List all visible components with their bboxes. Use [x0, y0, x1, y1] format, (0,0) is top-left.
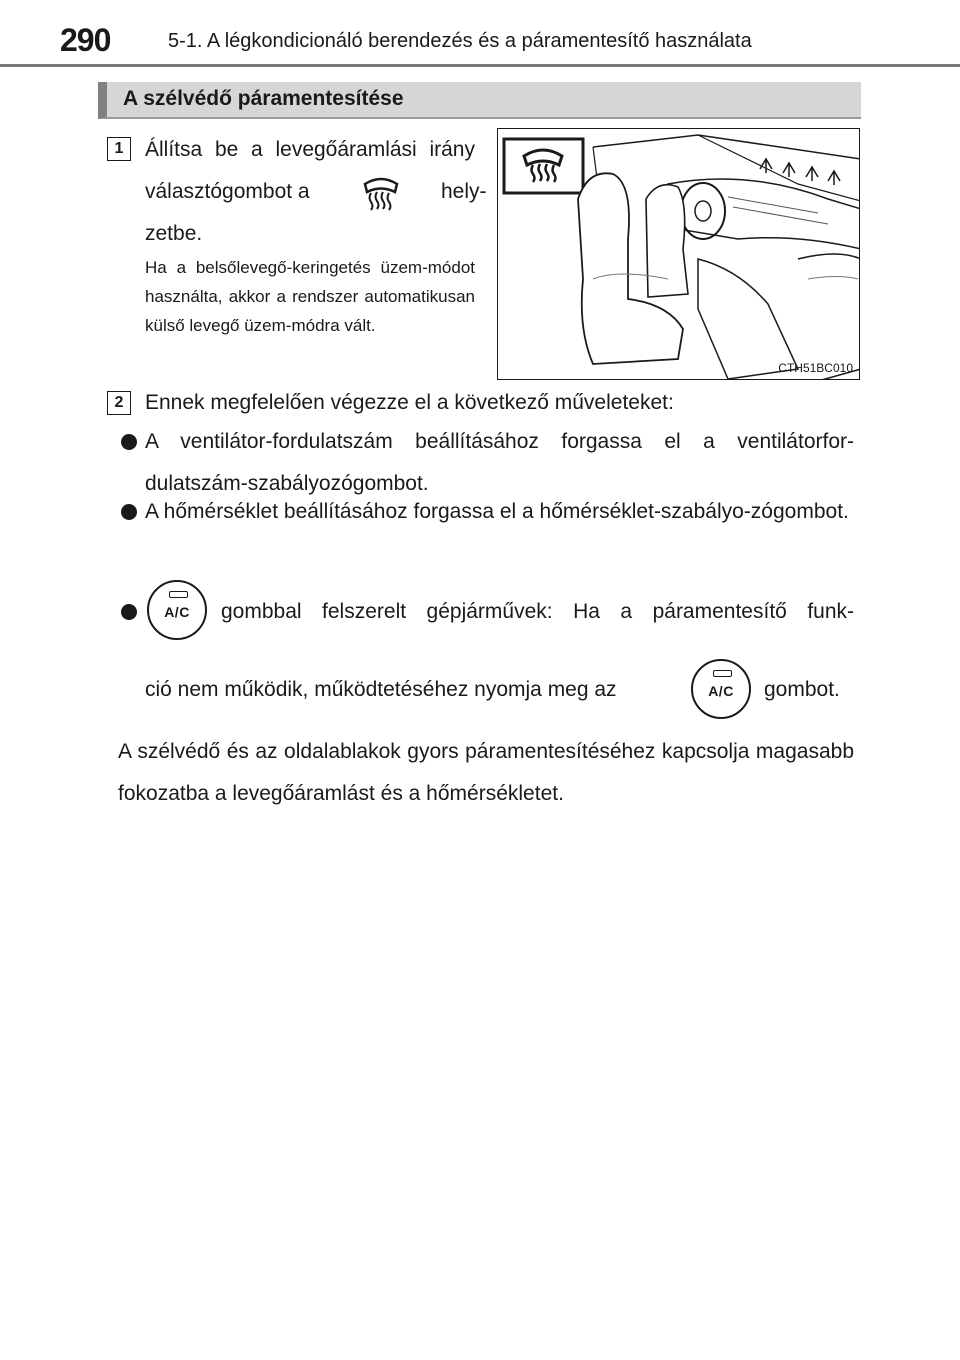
step2-intro: Ennek megfelelően végezze el a következő műveleteket:: [145, 391, 674, 414]
step1-line3: zetbe.: [145, 222, 203, 245]
bullet-icon: [121, 504, 137, 520]
step-number-2: 2: [107, 391, 131, 415]
defrost-mode-icon: [362, 176, 400, 212]
bullet3-line2: ció nem működik, működtetéséhez nyomja meg az: [145, 678, 617, 701]
page-number: 290: [60, 22, 111, 58]
car-interior-figure: [497, 128, 860, 380]
ac-button-label: A/C: [708, 683, 734, 699]
ac-indicator-icon: [169, 591, 188, 598]
figure-code: CTH51BC010: [778, 361, 853, 375]
closing-paragraph: A szélvédő és az oldalablakok gyors páramentesítéséhez kapcsolja magasabb fokozatba a levegőáramlást és a hőmérsékletet.: [118, 740, 854, 805]
bullet3-line3: gombot.: [764, 678, 840, 701]
bullet-icon: [121, 604, 137, 620]
step-number-1: 1: [107, 137, 131, 161]
bullet-icon: [121, 434, 137, 450]
step1-note: Ha a belsőlevegő-keringetés üzem-módot használta, akkor a rendszer automatikusan külső levegő üzem-módra vált.: [145, 258, 475, 335]
car-interior-illustration: [498, 129, 860, 380]
bullet1-text: A ventilátor-fordulatszám beállításához forgassa el a ventilátorfor-dulatszám-szabályozógombot.: [145, 430, 854, 495]
step1-line1: Állítsa be a levegőáramlási irány: [145, 138, 475, 161]
ac-button-label: A/C: [164, 604, 190, 620]
step1-line2b: hely-: [441, 180, 487, 203]
chapter-title: 5-1. A légkondicionáló berendezés és a páramentesítő használata: [168, 30, 752, 52]
ac-button-icon: [147, 580, 207, 640]
step1-line2a: választógombot a: [145, 180, 310, 203]
bullet2-text: A hőmérséklet beállításához forgassa el a hőmérséklet-szabályo-zógombot.: [145, 500, 849, 523]
section-header: [98, 82, 861, 119]
bullet3-line1: gombbal felszerelt gépjárművek: Ha a páramentesítő funk-: [221, 600, 854, 623]
ac-button-icon: [691, 659, 751, 719]
section-title: A szélvédő páramentesítése: [123, 87, 404, 110]
header-divider: [0, 64, 960, 67]
ac-indicator-icon: [713, 670, 732, 677]
